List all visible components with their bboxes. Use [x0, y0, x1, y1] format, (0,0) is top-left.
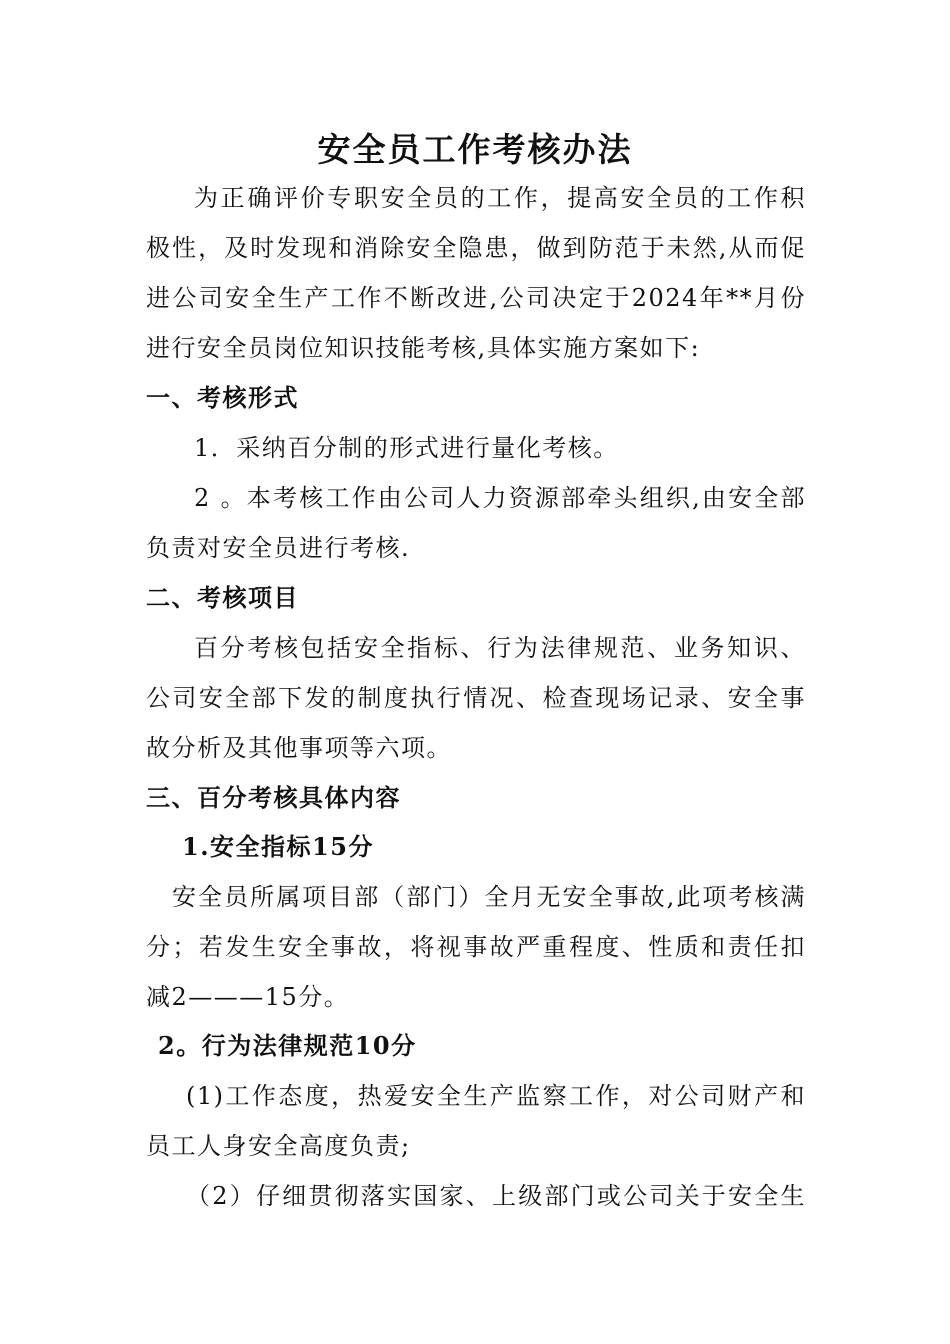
- paragraph-line: 公司安全部下发的制度执行情况、检查现场记录、安全事: [146, 684, 806, 712]
- section-heading: 三、百分考核具体内容: [146, 783, 401, 812]
- subsection-heading: 1.安全指标15分: [182, 832, 374, 861]
- intro-line: 进行安全员岗位知识技能考核,具体实施方案如下:: [146, 334, 701, 362]
- intro-line: 为正确评价专职安全员的工作，提高安全员的工作积: [194, 184, 806, 212]
- paragraph-line: （2）仔细贯彻落实国家、上级部门或公司关于安全生: [186, 1182, 806, 1210]
- intro-line: 进公司安全生产工作不断改进,公司决定于2024年**月份: [146, 284, 806, 312]
- section-heading: 二、考核项目: [146, 583, 299, 612]
- paragraph-line: 2 。本考核工作由公司人力资源部牵头组织,由安全部: [194, 484, 806, 512]
- paragraph-line: 故分析及其他事项等六项。: [146, 734, 452, 762]
- paragraph-line: 安全员所属项目部（部门）全月无安全事故,此项考核满: [172, 883, 806, 911]
- paragraph-line: 1．采纳百分制的形式进行量化考核。: [194, 434, 619, 462]
- paragraph-line: 百分考核包括安全指标、行为法律规范、业务知识、: [194, 634, 806, 662]
- paragraph-line: (1)工作态度，热爱安全生产监察工作，对公司财产和: [186, 1082, 806, 1110]
- section-heading: 一、考核形式: [146, 383, 299, 412]
- paragraph-line: 负责对安全员进行考核.: [146, 534, 411, 562]
- subsection-heading: 2。行为法律规范10分: [158, 1031, 417, 1060]
- intro-line: 极性，及时发现和消除安全隐患，做到防范于未然,从而促: [146, 234, 806, 262]
- document-title: 安全员工作考核办法: [317, 130, 633, 169]
- paragraph-line: 员工人身安全高度负责;: [146, 1132, 411, 1160]
- paragraph-line: 减2———15分。: [146, 983, 350, 1011]
- paragraph-line: 分；若发生安全事故，将视事故严重程度、性质和责任扣: [146, 933, 806, 961]
